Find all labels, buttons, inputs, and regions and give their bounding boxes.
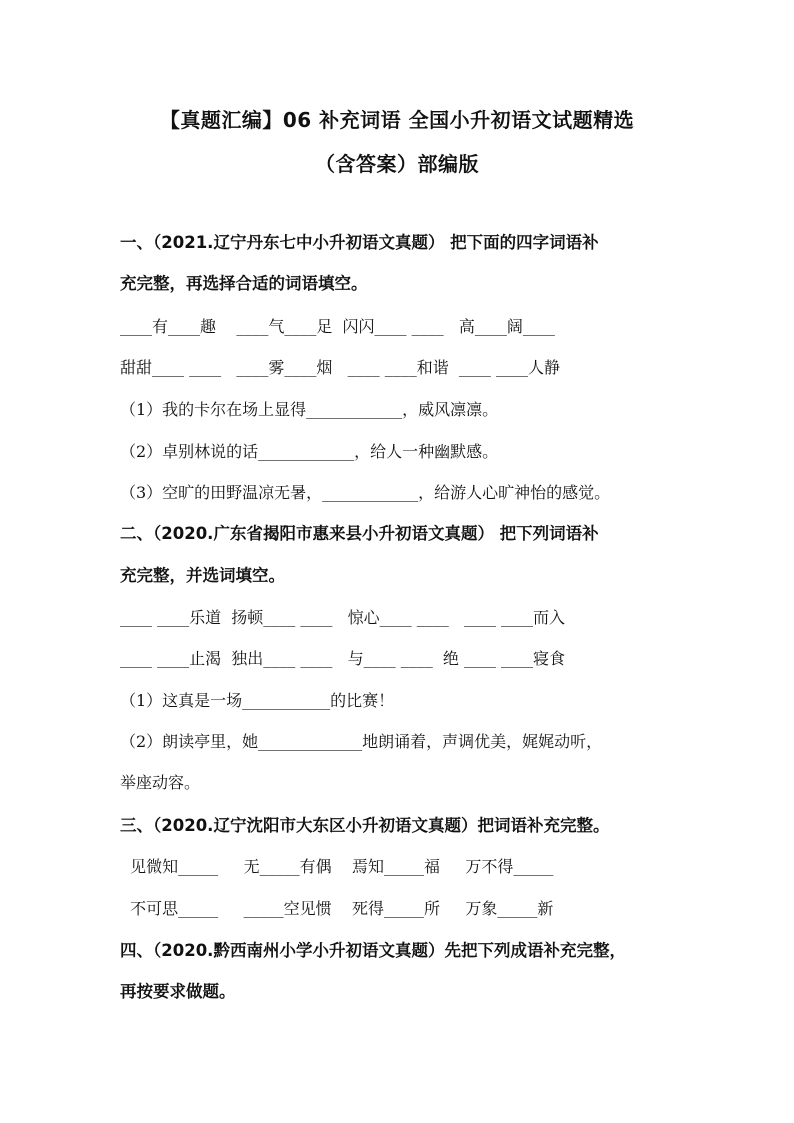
doc-title-line2: （含答案）部编版 — [315, 152, 479, 176]
section1-heading-line2: 充完整，再选择合适的词语填空。 — [120, 274, 368, 293]
section2-heading-line1: 二、（2020.广东省揭阳市惠来县小升初语文真题） 把下列词语补 — [120, 524, 599, 543]
doc-title-line1: 【真题汇编】06 补充词语 全国小升初语文试题精选 — [159, 108, 635, 132]
section2-words-row1: ____ ____乐道 扬顿____ ____ 惊心____ ____ ____ ____而入 — [120, 608, 566, 627]
section2-question2-line2: 举座动容。 — [120, 773, 201, 792]
section2-question1: （1）这真是一场___________的比赛！ — [120, 691, 395, 710]
section1-question1: （1）我的卡尔在场上显得____________，威风凛凛。 — [120, 400, 499, 419]
section2-heading-line2: 充完整，并选词填空。 — [120, 566, 285, 585]
section3-words-row2: 不可思_____ _____空见惯 死得_____所 万象_____新 — [120, 899, 554, 918]
section2-words-row2: ____ ____止渴 独出____ ____ 与____ ____ 绝 ____ ____寝食 — [120, 649, 566, 668]
section1-words-row1: ____有____趣 ____气____足 闪闪____ ____ 高____阔____ — [120, 317, 555, 336]
section1-heading-line1: 一、（2021.辽宁丹东七中小升初语文真题） 把下面的四字词语补 — [120, 233, 599, 252]
section4-heading-line1: 四、（2020.黔西南州小学小升初语文真题）先把下列成语补充完整， — [120, 941, 626, 960]
section2-question2-line1: （2）朗读亭里，她_____________地朗诵着，声调优美，娓娓动听， — [120, 732, 603, 751]
section4-heading-line2: 再按要求做题。 — [120, 982, 236, 1001]
section1-question2: （2）卓别林说的话____________，给人一种幽默感。 — [120, 442, 499, 461]
section3-words-row1: 见微知_____ 无_____有偶 焉知_____福 万不得_____ — [120, 857, 554, 876]
section1-question3: （3）空旷的田野温凉无暑，____________，给游人心旷神怡的感觉。 — [120, 483, 611, 502]
section1-words-row2: 甜甜____ ____ ____雾____烟 ____ ____和谐 ____ ____人静 — [120, 358, 560, 377]
section3-heading: 三、（2020.辽宁沈阳市大东区小升初语文真题）把词语补充完整。 — [120, 816, 610, 835]
